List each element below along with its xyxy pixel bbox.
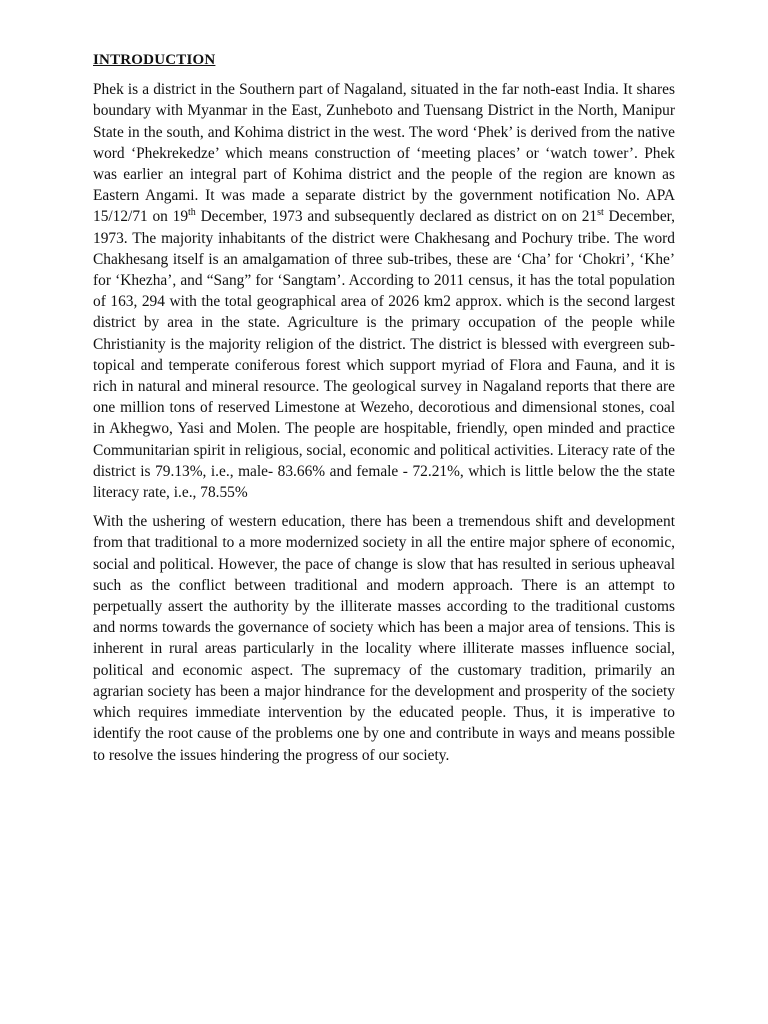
paragraph-text: December, 1973 and subsequently declared as district on on 21 xyxy=(195,208,598,226)
paragraph-introduction xyxy=(93,79,675,503)
ordinal-suffix: th xyxy=(188,207,196,219)
section-heading: INTRODUCTION xyxy=(93,52,216,68)
paragraph-western-education: With the ushering of western education, there has been a tremendous shift and development from that traditional to a more modernized society in all the entire major sphere of economic, social and political. However, the pace of change is slow that has resulted in serious upheaval such as the conflict between traditional and modern approach. There is an attempt to perpetually assert the authority by the illiterate masses according to the traditional customs and norms towards the governance of society which has been a major area of tensions. This is inherent in rural areas particularly in the locality where illiterate masses influence social, political and economic aspect. The supremacy of the customary tradition, primarily an agrarian society has been a major hindrance for the development and prosperity of the society which requires immediate intervention by the educated people. Thus, it is imperative to identify the root cause of the problems one by one and contribute in ways and means possible to resolve the issues hindering the progress of our society. xyxy=(93,513,675,764)
ordinal-suffix: st xyxy=(597,207,604,219)
paragraph-text: December, 1973. The majority inhabitants of the district were Chakhesang and Pochury tribe. The word Chakhesang itself is an amalgamation of three sub-tribes, these are ‘Cha’ for ‘Chokri’, ‘Khe’ for ‘Khezha’, and “Sang” for ‘Sangtam’. According to 2011 census, it has the total population of 163, 294 with the total geographical area of 2026 km2 approx. which is the second largest district by area in the state. Agriculture is the primary occupation of the people while Christianity is the majority religion of the district. The district is blessed with evergreen sub-topical and temperate coniferous forest which support myriad of Flora and Fauna, and it is rich in natural and mineral resource. The geological survey in Nagaland reports that there are one million tons of reserved Limestone at Wezeho, decorotious and dimensional stones, coal in Akhegwo, Yasi and Molen. The people are hospitable, friendly, open minded and practice Communitarian spirit in religious, social, economic and political activities. Literacy rate of the district is 79.13%, i.e., male- 83.66% and female - 72.21%, which is little below the the state literacy rate, i.e., 78.55% xyxy=(93,208,676,502)
paragraph-text: Phek is a district in the Southern part of Nagaland, situated in the far noth-east India. It shares boundary with Myanmar in the East, Zunheboto and Tuensang District in the North, Manipur State in the south, and Kohima district in the west. The word ‘Phek’ is derived from the native word ‘Phekrekedze’ which means construction of ‘meeting places’ or ‘watch tower’. Phek was earlier an integral part of Kohima district and the people of the region are known as Eastern Angami. It was made a separate district by the government notification No. APA 15/12/71 on 19 xyxy=(93,81,675,226)
document-page xyxy=(93,50,675,774)
